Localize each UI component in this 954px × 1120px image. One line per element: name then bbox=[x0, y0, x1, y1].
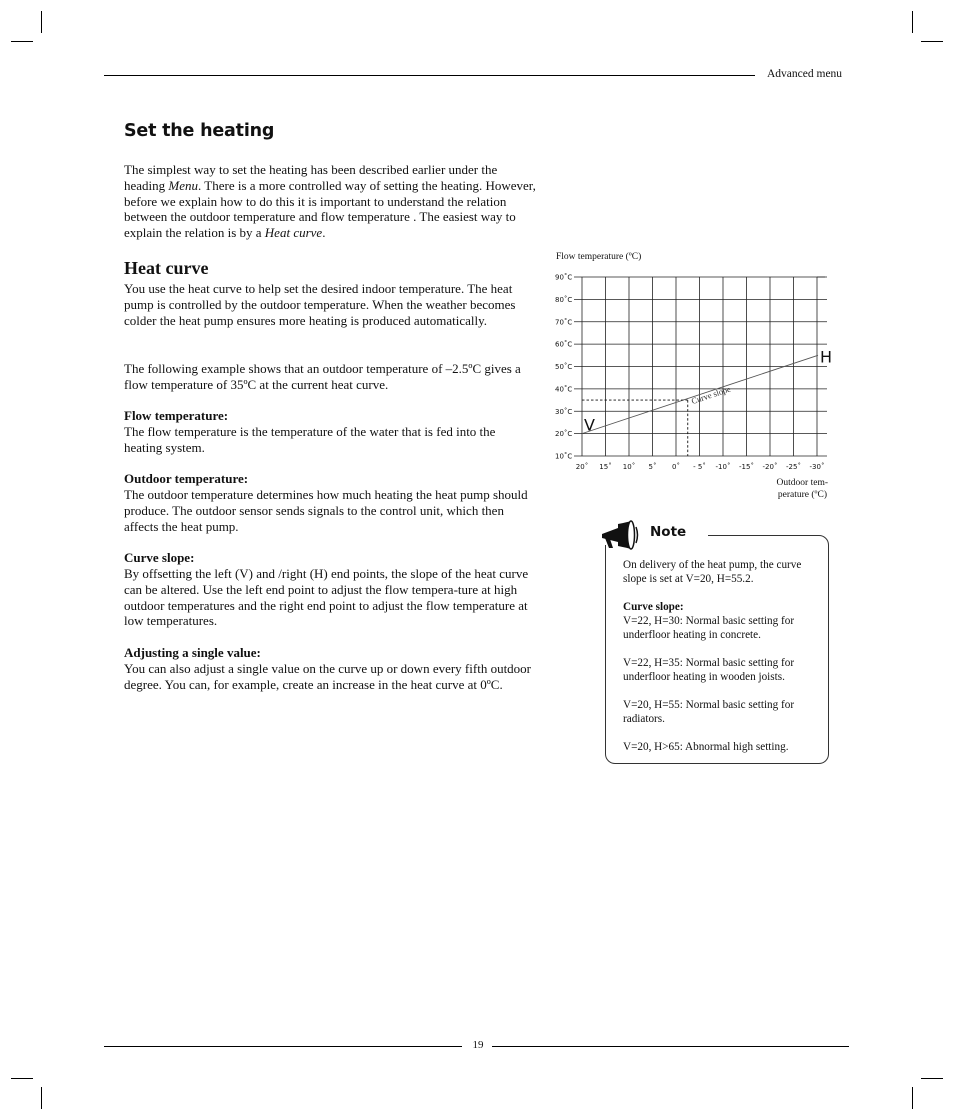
chart-series bbox=[582, 347, 832, 456]
intro-text: . bbox=[322, 225, 326, 241]
note-setting-4: V=20, H>65: Abnormal high setting. bbox=[623, 741, 789, 753]
x-tick-label: 20˚ bbox=[575, 463, 589, 471]
y-tick-label: 40˚C bbox=[555, 385, 573, 394]
x-tick-label: 10˚ bbox=[622, 463, 636, 471]
note-setting-2: V=22, H=35: Normal basic setting for underfloor heating in wooden joists. bbox=[623, 657, 795, 683]
crop-mark bbox=[11, 41, 33, 42]
x-tick-label: -15˚ bbox=[739, 463, 754, 471]
chart-grid bbox=[574, 277, 827, 456]
x-tick-label: - 5˚ bbox=[693, 463, 706, 471]
heat-curve-chart bbox=[550, 245, 840, 505]
note-setting-1: V=22, H=30: Normal basic setting for underfloor heating in concrete. bbox=[623, 615, 795, 641]
running-header: Advanced menu bbox=[767, 68, 843, 80]
megaphone-icon bbox=[598, 518, 642, 552]
footer-rule-right bbox=[492, 1046, 849, 1047]
y-tick-label: 70˚C bbox=[555, 318, 573, 327]
intro-emphasis: Heat curve bbox=[264, 225, 323, 241]
curve-slope-label: Curve slope bbox=[689, 383, 732, 407]
note-title: Note bbox=[650, 524, 687, 540]
x-axis-label-line-1: Outdoor tem- bbox=[776, 478, 828, 488]
endpoint-label-h: H bbox=[820, 347, 833, 367]
heat-curve-paragraph-1: You use the heat curve to help set the desired indoor temperature. The heat pump is controlled by the outdoor temperature. When the weather becomes colder the heat pump ensures more heating is produced automatically. bbox=[124, 281, 516, 328]
flow-temperature-text: The flow temperature is the temperature of the water that is fed into the heating system. bbox=[124, 424, 496, 455]
y-tick-label: 80˚C bbox=[555, 295, 573, 304]
page-number: 19 bbox=[472, 1039, 484, 1051]
crop-mark bbox=[921, 1078, 943, 1079]
y-tick-label: 90˚C bbox=[555, 273, 573, 282]
x-tick-label: -30˚ bbox=[809, 463, 825, 471]
flow-temperature-heading: Flow temperature: bbox=[124, 408, 229, 423]
y-tick-label: 50˚C bbox=[555, 363, 573, 371]
y-tick-label: 30˚C bbox=[555, 407, 573, 416]
adjusting-single-value-text: You can also adjust a single value on the curve up or down every fifth outdoor degree. You can, for example, create an increase in the heat curve at 0ºC. bbox=[124, 661, 532, 692]
x-tick-label: 15˚ bbox=[599, 463, 612, 471]
crop-mark bbox=[41, 1087, 42, 1109]
x-tick-label: 5˚ bbox=[648, 463, 657, 471]
crop-mark bbox=[11, 1078, 33, 1079]
header-rule bbox=[104, 75, 755, 76]
intro-text: . There is a more controlled way of setting the heating. However, before we explain how to do this it is important to understand the relation between the outdoor temperature and flow temperature . The easiest way to explain the relation is by a bbox=[124, 177, 536, 241]
note-header-rule bbox=[708, 535, 816, 536]
outdoor-temperature-text: The outdoor temperature determines how much heating the heat pump should produce. The outdoor sensor sends signals to the control unit, which then affects the heat pump. bbox=[124, 487, 528, 534]
curve-slope-text: By offsetting the left (V) and /right (H) end points, the slope of the heat curve can be altered. Use the left end point to adjust the flow tempera-ture at high outdoor temperatures and the right end point to adjust the flow temperature at low temperatures. bbox=[124, 566, 529, 629]
x-tick-label: -25˚ bbox=[786, 463, 801, 471]
x-tick-label: -10˚ bbox=[715, 463, 731, 471]
section-heading: Heat curve bbox=[124, 258, 209, 278]
page-title: Set the heating bbox=[124, 121, 275, 141]
heat-curve-chart-svg bbox=[550, 245, 840, 505]
note-delivery-text: On delivery of the heat pump, the curve slope is set at V=20, H=55.2. bbox=[623, 559, 802, 585]
footer-rule-left bbox=[104, 1046, 462, 1047]
intro-emphasis: Menu bbox=[168, 177, 199, 193]
heat-curve-paragraph-2: The following example shows that an outdoor temperature of –2.5ºC gives a flow temperature of 35ºC at the current heat curve. bbox=[124, 361, 521, 392]
adjusting-single-value-heading: Adjusting a single value: bbox=[124, 645, 261, 660]
note-setting-3: V=20, H=55: Normal basic setting for radiators. bbox=[623, 699, 795, 725]
note-curve-slope-heading: Curve slope: bbox=[623, 601, 684, 613]
crop-mark bbox=[912, 1087, 913, 1109]
crop-mark bbox=[912, 11, 913, 33]
y-axis-ticks bbox=[555, 274, 572, 461]
x-axis-ticks bbox=[576, 463, 825, 471]
crop-mark bbox=[41, 11, 42, 33]
x-tick-label: 0˚ bbox=[672, 463, 680, 471]
outdoor-temperature-heading: Outdoor temperature: bbox=[124, 471, 249, 486]
x-tick-label: -20˚ bbox=[762, 463, 778, 471]
y-tick-label: 10˚C bbox=[555, 452, 573, 461]
crop-mark bbox=[921, 41, 943, 42]
y-tick-label: 60˚C bbox=[555, 340, 573, 349]
curve-slope-heading: Curve slope: bbox=[124, 550, 195, 565]
x-axis-label-line-2: perature (ºC) bbox=[777, 490, 827, 500]
endpoint-label-v: V bbox=[584, 415, 595, 435]
intro-text: The simplest way to set the heating has been described earlier under the heading bbox=[124, 162, 498, 193]
y-axis-label: Flow temperature (ºC) bbox=[556, 252, 642, 262]
y-tick-label: 20˚C bbox=[555, 430, 573, 439]
intro-paragraph bbox=[124, 162, 536, 241]
